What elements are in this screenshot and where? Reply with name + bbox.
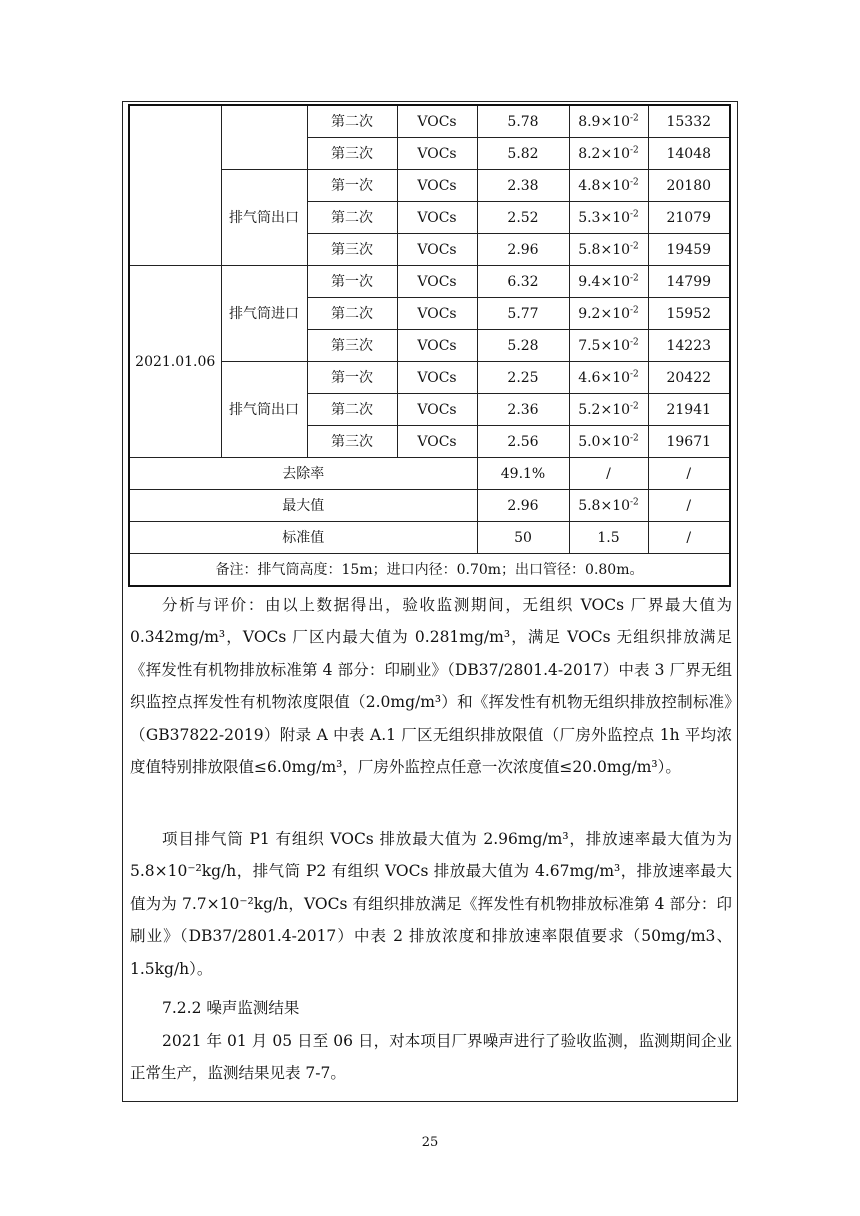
pollutant-cell: VOCs [397, 394, 477, 426]
flow-cell: 20180 [648, 170, 730, 202]
times-cell: 第一次 [307, 362, 397, 394]
pollutant-cell: VOCs [397, 170, 477, 202]
rate-exponent: -2 [630, 400, 639, 411]
max-label: 最大值 [129, 490, 477, 522]
concentration-cell: 2.36 [477, 394, 569, 426]
rate-value: 5.3×10 [578, 209, 631, 226]
concentration-cell: 2.38 [477, 170, 569, 202]
pollutant-cell: VOCs [397, 266, 477, 298]
times-cell: 第一次 [307, 170, 397, 202]
times-cell: 第二次 [307, 298, 397, 330]
rate-cell [569, 394, 648, 426]
rate-value: 5.8×10 [578, 241, 631, 258]
rate-value: 8.2×10 [578, 145, 631, 162]
date-cell: 2021.01.06 [129, 266, 221, 458]
rate-value: 4.8×10 [578, 177, 631, 194]
rate-cell [569, 105, 648, 138]
concentration-cell: 6.32 [477, 266, 569, 298]
rate-exponent: -2 [630, 240, 639, 251]
concentration-cell: 50 [477, 522, 569, 554]
times-cell: 第一次 [307, 266, 397, 298]
standard-row [129, 522, 730, 554]
removal-row [129, 458, 730, 490]
rate-exponent: -2 [630, 336, 639, 347]
note-row [129, 554, 730, 587]
rate-exponent: -2 [630, 304, 639, 315]
concentration-cell: 2.96 [477, 234, 569, 266]
concentration-cell: 5.82 [477, 138, 569, 170]
rate-value: 5.2×10 [578, 401, 631, 418]
flow-cell: 15952 [648, 298, 730, 330]
rate-cell [569, 362, 648, 394]
flow-cell: 14799 [648, 266, 730, 298]
times-cell: 第三次 [307, 426, 397, 458]
table-row [129, 266, 730, 298]
pollutant-cell: VOCs [397, 330, 477, 362]
rate-value: 5.0×10 [578, 433, 631, 450]
concentration-cell: 2.56 [477, 426, 569, 458]
times-cell: 第三次 [307, 138, 397, 170]
flow-cell: 19671 [648, 426, 730, 458]
flow-cell: / [648, 522, 730, 554]
rate-cell [569, 170, 648, 202]
note-cell: 备注：排气筒高度：15m；进口内径：0.70m；出口管径：0.80m。 [129, 554, 730, 587]
noise-paragraph: 2021 年 01 月 05 日至 06 日，对本项目厂界噪声进行了验收监测，监测期间企业正常生产，监测结果见表 7-7。 [130, 1032, 732, 1083]
flow-cell: 19459 [648, 234, 730, 266]
concentration-cell: 5.77 [477, 298, 569, 330]
pollutant-cell: VOCs [397, 298, 477, 330]
rate-value: 8.9×10 [578, 113, 631, 130]
concentration-cell: 2.96 [477, 490, 569, 522]
rate-cell [569, 330, 648, 362]
position-cell: 排气筒出口 [221, 170, 307, 266]
rate-cell [569, 298, 648, 330]
standard-label: 标准值 [129, 522, 477, 554]
rate-exponent: -2 [630, 496, 639, 507]
rate-cell [569, 138, 648, 170]
rate-value: 4.6×10 [578, 369, 631, 386]
rate-exponent: -2 [630, 208, 639, 219]
rate-cell [569, 426, 648, 458]
table-row [129, 105, 730, 138]
rate-exponent: -2 [630, 368, 639, 379]
position-cell: 排气筒出口 [221, 362, 307, 458]
times-cell: 第二次 [307, 394, 397, 426]
concentration-cell: 2.52 [477, 202, 569, 234]
pollutant-cell: VOCs [397, 362, 477, 394]
pollutant-cell: VOCs [397, 138, 477, 170]
times-cell: 第二次 [307, 202, 397, 234]
flow-cell: / [648, 490, 730, 522]
analysis-paragraph: 分析与评价：由以上数据得出，验收监测期间，无组织 VOCs 厂界最大值为 0.342mg/m³，VOCs 厂区内最大值为 0.281mg/m³，满足 VOCs 无组织排放满足《挥发性有机物排放标准第 4 部分：印刷业》（DB37/2801.4-2017）中表 3 厂界无组织监控点挥发性有机物浓度限值（2.0mg/m³）和《挥发性有机物无组织排放控制标准》（GB37822-2019）附录 A 中表 A.1 厂区无组织排放限值（厂房外监控点 1h 平均浓度值特别排放限值≤6.0mg/m³，厂房外监控点任意一次浓度值≤20.0mg/m³）。 [130, 596, 732, 777]
date-cell [129, 105, 221, 266]
rate-cell [569, 234, 648, 266]
concentration-cell: 2.25 [477, 362, 569, 394]
position-cell [221, 105, 307, 170]
flow-cell: 14048 [648, 138, 730, 170]
section-heading: 7.2.2 噪声监测结果 [162, 999, 300, 1017]
rate-cell: 1.5 [569, 522, 648, 554]
rate-cell: / [569, 458, 648, 490]
rate-exponent: -2 [630, 432, 639, 443]
monitoring-table [128, 104, 731, 587]
flow-cell: 20422 [648, 362, 730, 394]
rate-exponent: -2 [630, 176, 639, 187]
times-cell: 第三次 [307, 234, 397, 266]
rate-cell [569, 202, 648, 234]
rate-cell [569, 490, 648, 522]
max-row [129, 490, 730, 522]
rate-exponent: -2 [630, 272, 639, 283]
flow-cell: / [648, 458, 730, 490]
flow-cell: 15332 [648, 105, 730, 138]
pollutant-cell: VOCs [397, 426, 477, 458]
pollutant-cell: VOCs [397, 105, 477, 138]
times-cell: 第二次 [307, 105, 397, 138]
concentration-cell: 5.28 [477, 330, 569, 362]
rate-cell [569, 266, 648, 298]
rate-exponent: -2 [630, 144, 639, 155]
organized-emission-paragraph: 项目排气筒 P1 有组织 VOCs 排放最大值为 2.96mg/m³，排放速率最大值为为 5.8×10⁻²kg/h，排气筒 P2 有组织 VOCs 排放最大值为 4.67mg/m³，排放速率最大值为为 7.7×10⁻²kg/h，VOCs 有组织排放满足《挥发性有机物排放标准第 4 部分：印刷业》（DB37/2801.4-2017）中表 2 排放浓度和排放速率限值要求（50mg/m3、1.5kg/h）。 [130, 830, 732, 978]
flow-cell: 14223 [648, 330, 730, 362]
rate-value: 9.4×10 [578, 273, 631, 290]
rate-value: 7.5×10 [578, 337, 631, 354]
flow-cell: 21941 [648, 394, 730, 426]
rate-exponent: -2 [630, 112, 639, 123]
concentration-cell: 5.78 [477, 105, 569, 138]
pollutant-cell: VOCs [397, 202, 477, 234]
flow-cell: 21079 [648, 202, 730, 234]
page-number: 25 [421, 1135, 439, 1150]
removal-label: 去除率 [129, 458, 477, 490]
pollutant-cell: VOCs [397, 234, 477, 266]
rate-value: 5.8×10 [578, 497, 631, 514]
rate-value: 9.2×10 [578, 305, 631, 322]
concentration-cell: 49.1% [477, 458, 569, 490]
times-cell: 第三次 [307, 330, 397, 362]
position-cell: 排气筒进口 [221, 266, 307, 362]
